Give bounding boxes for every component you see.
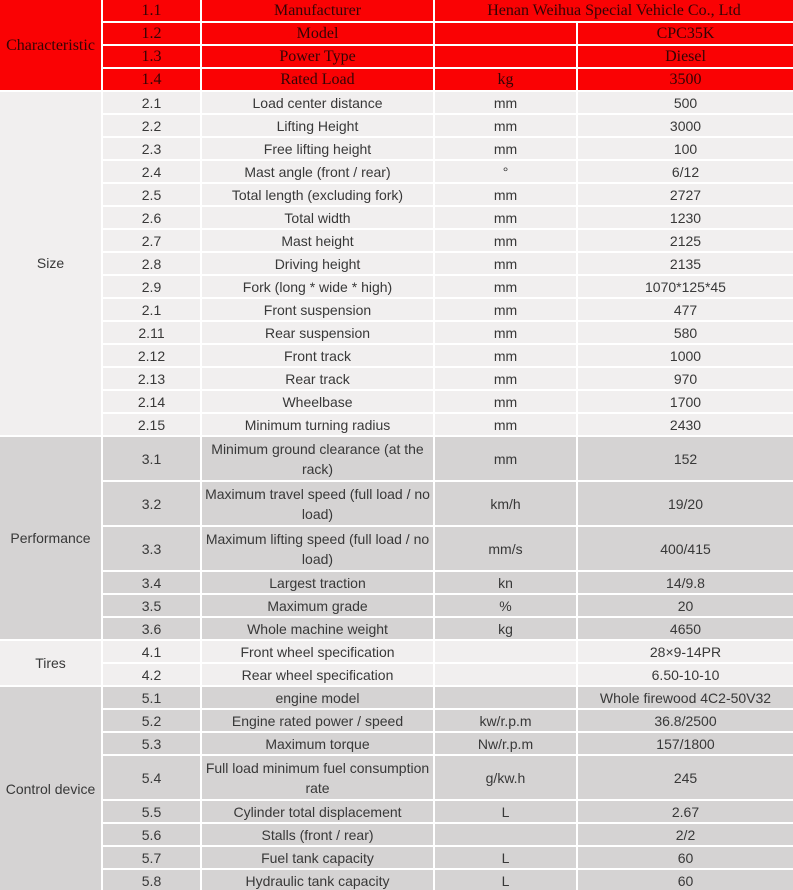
unit-cell (435, 664, 576, 685)
unit-cell (435, 46, 576, 67)
unit-cell: L (435, 801, 576, 822)
unit-cell: km/h (435, 482, 576, 525)
value-cell: 3000 (578, 115, 793, 136)
value-cell: 2.67 (578, 801, 793, 822)
param-cell: Fork (long * wide * high) (202, 276, 433, 297)
value-cell: 157/1800 (578, 733, 793, 754)
row-number-cell: 5.1 (103, 687, 200, 708)
value-cell: CPC35K (578, 23, 793, 44)
param-cell: Maximum lifting speed (full load / no load) (202, 527, 433, 570)
row-number-cell: 4.2 (103, 664, 200, 685)
row-number-cell: 2.3 (103, 138, 200, 159)
section-label: Size (0, 92, 101, 435)
unit-cell: mm (435, 276, 576, 297)
section-label: Control device (0, 687, 101, 890)
value-cell: 6/12 (578, 161, 793, 182)
value-cell: 6.50-10-10 (578, 664, 793, 685)
param-cell: Whole machine weight (202, 618, 433, 639)
row-number-cell: 2.15 (103, 414, 200, 435)
row-number-cell: 2.13 (103, 368, 200, 389)
param-cell: Mast height (202, 230, 433, 251)
value-cell: Whole firewood 4C2-50V32 (578, 687, 793, 708)
row-number-cell: 1.2 (103, 23, 200, 44)
unit-cell: kg (435, 69, 576, 90)
value-cell: 60 (578, 847, 793, 868)
row-number-cell: 5.5 (103, 801, 200, 822)
value-cell: 19/20 (578, 482, 793, 525)
row-number-cell: 4.1 (103, 641, 200, 662)
row-number-cell: 2.4 (103, 161, 200, 182)
param-cell: Minimum ground clearance (at the rack) (202, 437, 433, 480)
unit-cell: ° (435, 161, 576, 182)
unit-cell (435, 641, 576, 662)
param-cell: Free lifting height (202, 138, 433, 159)
unit-cell: mm (435, 299, 576, 320)
unit-cell: mm (435, 138, 576, 159)
row-number-cell: 2.14 (103, 391, 200, 412)
row-number-cell: 2.5 (103, 184, 200, 205)
row-number-cell: 1.4 (103, 69, 200, 90)
param-cell: Manufacturer (202, 0, 433, 21)
row-number-cell: 3.2 (103, 482, 200, 525)
value-cell: 60 (578, 870, 793, 890)
value-cell: 28×9-14PR (578, 641, 793, 662)
param-cell: Load center distance (202, 92, 433, 113)
value-cell: 477 (578, 299, 793, 320)
value-cell: Diesel (578, 46, 793, 67)
param-cell: Mast angle (front / rear) (202, 161, 433, 182)
value-cell: 1230 (578, 207, 793, 228)
unit-cell: mm (435, 115, 576, 136)
value-cell: 1070*125*45 (578, 276, 793, 297)
value-cell: 14/9.8 (578, 572, 793, 593)
section-size (0, 92, 793, 435)
unit-cell: Nw/r.p.m (435, 733, 576, 754)
param-cell: Rear suspension (202, 322, 433, 343)
row-number-cell: 5.8 (103, 870, 200, 890)
row-number-cell: 3.4 (103, 572, 200, 593)
unit-cell: kn (435, 572, 576, 593)
value-cell: 2135 (578, 253, 793, 274)
row-number-cell: 2.1 (103, 299, 200, 320)
row-number-cell: 5.2 (103, 710, 200, 731)
row-number-cell: 1.1 (103, 0, 200, 21)
section-tires (0, 641, 793, 685)
section-characteristic (0, 0, 793, 90)
value-cell: 970 (578, 368, 793, 389)
row-number-cell: 1.3 (103, 46, 200, 67)
param-cell: Fuel tank capacity (202, 847, 433, 868)
row-number-cell: 3.5 (103, 595, 200, 616)
row-number-cell: 2.1 (103, 92, 200, 113)
param-cell: Engine rated power / speed (202, 710, 433, 731)
value-cell: 2727 (578, 184, 793, 205)
unit-cell: mm (435, 230, 576, 251)
section-performance (0, 437, 793, 639)
row-number-cell: 2.6 (103, 207, 200, 228)
row-number-cell: 2.2 (103, 115, 200, 136)
value-cell: 500 (578, 92, 793, 113)
unit-cell: L (435, 847, 576, 868)
row-number-cell: 5.7 (103, 847, 200, 868)
unit-cell: mm (435, 184, 576, 205)
param-cell: Total length (excluding fork) (202, 184, 433, 205)
section-label: Tires (0, 641, 101, 685)
section-control-device (0, 687, 793, 890)
param-cell: Front wheel specification (202, 641, 433, 662)
param-cell: engine model (202, 687, 433, 708)
section-label: Performance (0, 437, 101, 639)
param-cell: Rated Load (202, 69, 433, 90)
unit-cell (435, 687, 576, 708)
param-cell: Rear track (202, 368, 433, 389)
unit-cell: mm (435, 437, 576, 480)
param-cell: Total width (202, 207, 433, 228)
param-cell: Maximum travel speed (full load / no load) (202, 482, 433, 525)
row-number-cell: 2.9 (103, 276, 200, 297)
value-cell: 1700 (578, 391, 793, 412)
param-cell: Lifting Height (202, 115, 433, 136)
unit-cell (435, 23, 576, 44)
unit-cell: kg (435, 618, 576, 639)
param-cell: Maximum grade (202, 595, 433, 616)
row-number-cell: 3.3 (103, 527, 200, 570)
param-cell: Rear wheel specification (202, 664, 433, 685)
value-cell: 1000 (578, 345, 793, 366)
param-cell: Maximum torque (202, 733, 433, 754)
row-number-cell: 2.7 (103, 230, 200, 251)
unit-cell: mm (435, 92, 576, 113)
row-number-cell: 5.3 (103, 733, 200, 754)
unit-cell: mm (435, 253, 576, 274)
value-cell-merged: Henan Weihua Special Vehicle Co., Ltd (435, 0, 793, 21)
row-number-cell: 2.11 (103, 322, 200, 343)
unit-cell: g/kw.h (435, 756, 576, 799)
param-cell: Minimum turning radius (202, 414, 433, 435)
unit-cell (435, 824, 576, 845)
param-cell: Hydraulic tank capacity (202, 870, 433, 890)
value-cell: 20 (578, 595, 793, 616)
row-number-cell: 3.1 (103, 437, 200, 480)
param-cell: Driving height (202, 253, 433, 274)
value-cell: 4650 (578, 618, 793, 639)
section-label: Characteristic (0, 0, 101, 90)
unit-cell: mm (435, 414, 576, 435)
value-cell: 2125 (578, 230, 793, 251)
param-cell: Model (202, 23, 433, 44)
param-cell: Front suspension (202, 299, 433, 320)
row-number-cell: 2.8 (103, 253, 200, 274)
param-cell: Cylinder total displacement (202, 801, 433, 822)
value-cell: 152 (578, 437, 793, 480)
param-cell: Front track (202, 345, 433, 366)
unit-cell: mm (435, 207, 576, 228)
value-cell: 2430 (578, 414, 793, 435)
unit-cell: kw/r.p.m (435, 710, 576, 731)
unit-cell: mm (435, 322, 576, 343)
unit-cell: % (435, 595, 576, 616)
unit-cell: mm/s (435, 527, 576, 570)
value-cell: 36.8/2500 (578, 710, 793, 731)
param-cell: Wheelbase (202, 391, 433, 412)
row-number-cell: 5.6 (103, 824, 200, 845)
value-cell: 2/2 (578, 824, 793, 845)
value-cell: 245 (578, 756, 793, 799)
param-cell: Full load minimum fuel consumption rate (202, 756, 433, 799)
row-number-cell: 5.4 (103, 756, 200, 799)
unit-cell: L (435, 870, 576, 890)
value-cell: 580 (578, 322, 793, 343)
param-cell: Power Type (202, 46, 433, 67)
unit-cell: mm (435, 368, 576, 389)
value-cell: 3500 (578, 69, 793, 90)
row-number-cell: 2.12 (103, 345, 200, 366)
value-cell: 400/415 (578, 527, 793, 570)
value-cell: 100 (578, 138, 793, 159)
param-cell: Largest traction (202, 572, 433, 593)
row-number-cell: 3.6 (103, 618, 200, 639)
unit-cell: mm (435, 345, 576, 366)
unit-cell: mm (435, 391, 576, 412)
param-cell: Stalls (front / rear) (202, 824, 433, 845)
